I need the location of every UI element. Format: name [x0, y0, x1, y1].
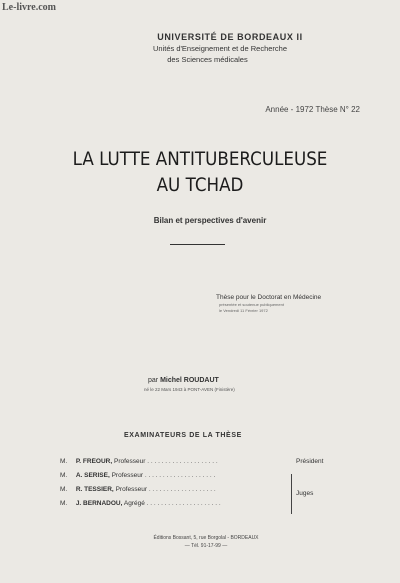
examiner-name: A. SERISÉ,	[75, 472, 110, 479]
thesis-subtitle: Bilan et perspectives d'avenir	[153, 216, 267, 225]
printer-line-2: — Tél. 91-17-99 —	[184, 542, 228, 549]
author-block	[144, 377, 235, 392]
examiner-name: R. TESSIER,	[75, 486, 114, 493]
examiner-role: Président	[296, 458, 324, 465]
author-name: Michel ROUDAUT	[160, 377, 219, 384]
thesis-statement-line-3: le Vendredi 11 Février 1972	[219, 307, 268, 313]
examiner-name: P. FRÉOUR,	[75, 458, 113, 465]
printer-info	[6, 535, 400, 550]
examiner-prefix: M.	[60, 458, 68, 465]
examiners-list	[60, 458, 350, 514]
title-line-2: AU TCHAD	[156, 174, 244, 196]
examiner-dots: . . . . . . . . . . . . . . . . . . . .	[147, 458, 218, 465]
examiner-name: J. BERNADOU,	[75, 500, 123, 507]
examiner-title: Professeur	[113, 458, 146, 465]
unit-line-2: des Sciences médicales	[167, 54, 248, 64]
examiners-heading: EXAMINATEURS DE LA THÈSE	[124, 432, 242, 439]
unit-line-1: Unités d'Enseignement et de Recherche	[152, 44, 287, 53]
author-birth: né le 22 Mars 1943 à PONT-AVEN (Finistère)	[144, 387, 235, 392]
thesis-statement	[216, 294, 321, 313]
examiner-title: Agrégé	[123, 500, 145, 507]
examiner-prefix: M.	[60, 472, 68, 479]
examiner-title: Professeur	[111, 472, 144, 479]
examiner-dots: . . . . . . . . . . . . . . . . . . .	[148, 486, 216, 493]
jury-label: Juges	[296, 490, 314, 497]
examiner-dots: . . . . . . . . . . . . . . . . . . . .	[144, 472, 216, 479]
examiner-row	[60, 458, 350, 472]
printer-line-1: Éditions Bossant, 5, rue Borgolal - BORDEAUX	[153, 535, 259, 541]
year-thesis-number: Année - 1972 Thèse N° 22	[265, 105, 360, 114]
thesis-statement-line-1: Thèse pour le Doctorat en Médecine	[216, 294, 322, 301]
jury-brace	[286, 474, 292, 514]
university-name: UNIVERSITÉ DE BORDEAUX II	[157, 32, 303, 42]
watermark: Le-livre.com	[2, 2, 56, 13]
title-line-1: LA LUTTE ANTITUBERCULEUSE	[72, 148, 328, 170]
divider	[170, 244, 225, 245]
examiner-title: Professeur	[115, 486, 147, 493]
examiner-prefix: M.	[60, 486, 68, 493]
thesis-statement-line-2: présentée et soutenue publiquement	[219, 302, 284, 308]
university-header	[0, 33, 400, 63]
examiner-row	[60, 472, 350, 486]
examiner-dots: . . . . . . . . . . . . . . . . . . . . .	[146, 500, 221, 507]
examiner-row	[60, 500, 350, 514]
thesis-title	[24, 146, 376, 198]
examiner-prefix: M.	[60, 500, 68, 507]
author-par: par	[148, 377, 159, 384]
